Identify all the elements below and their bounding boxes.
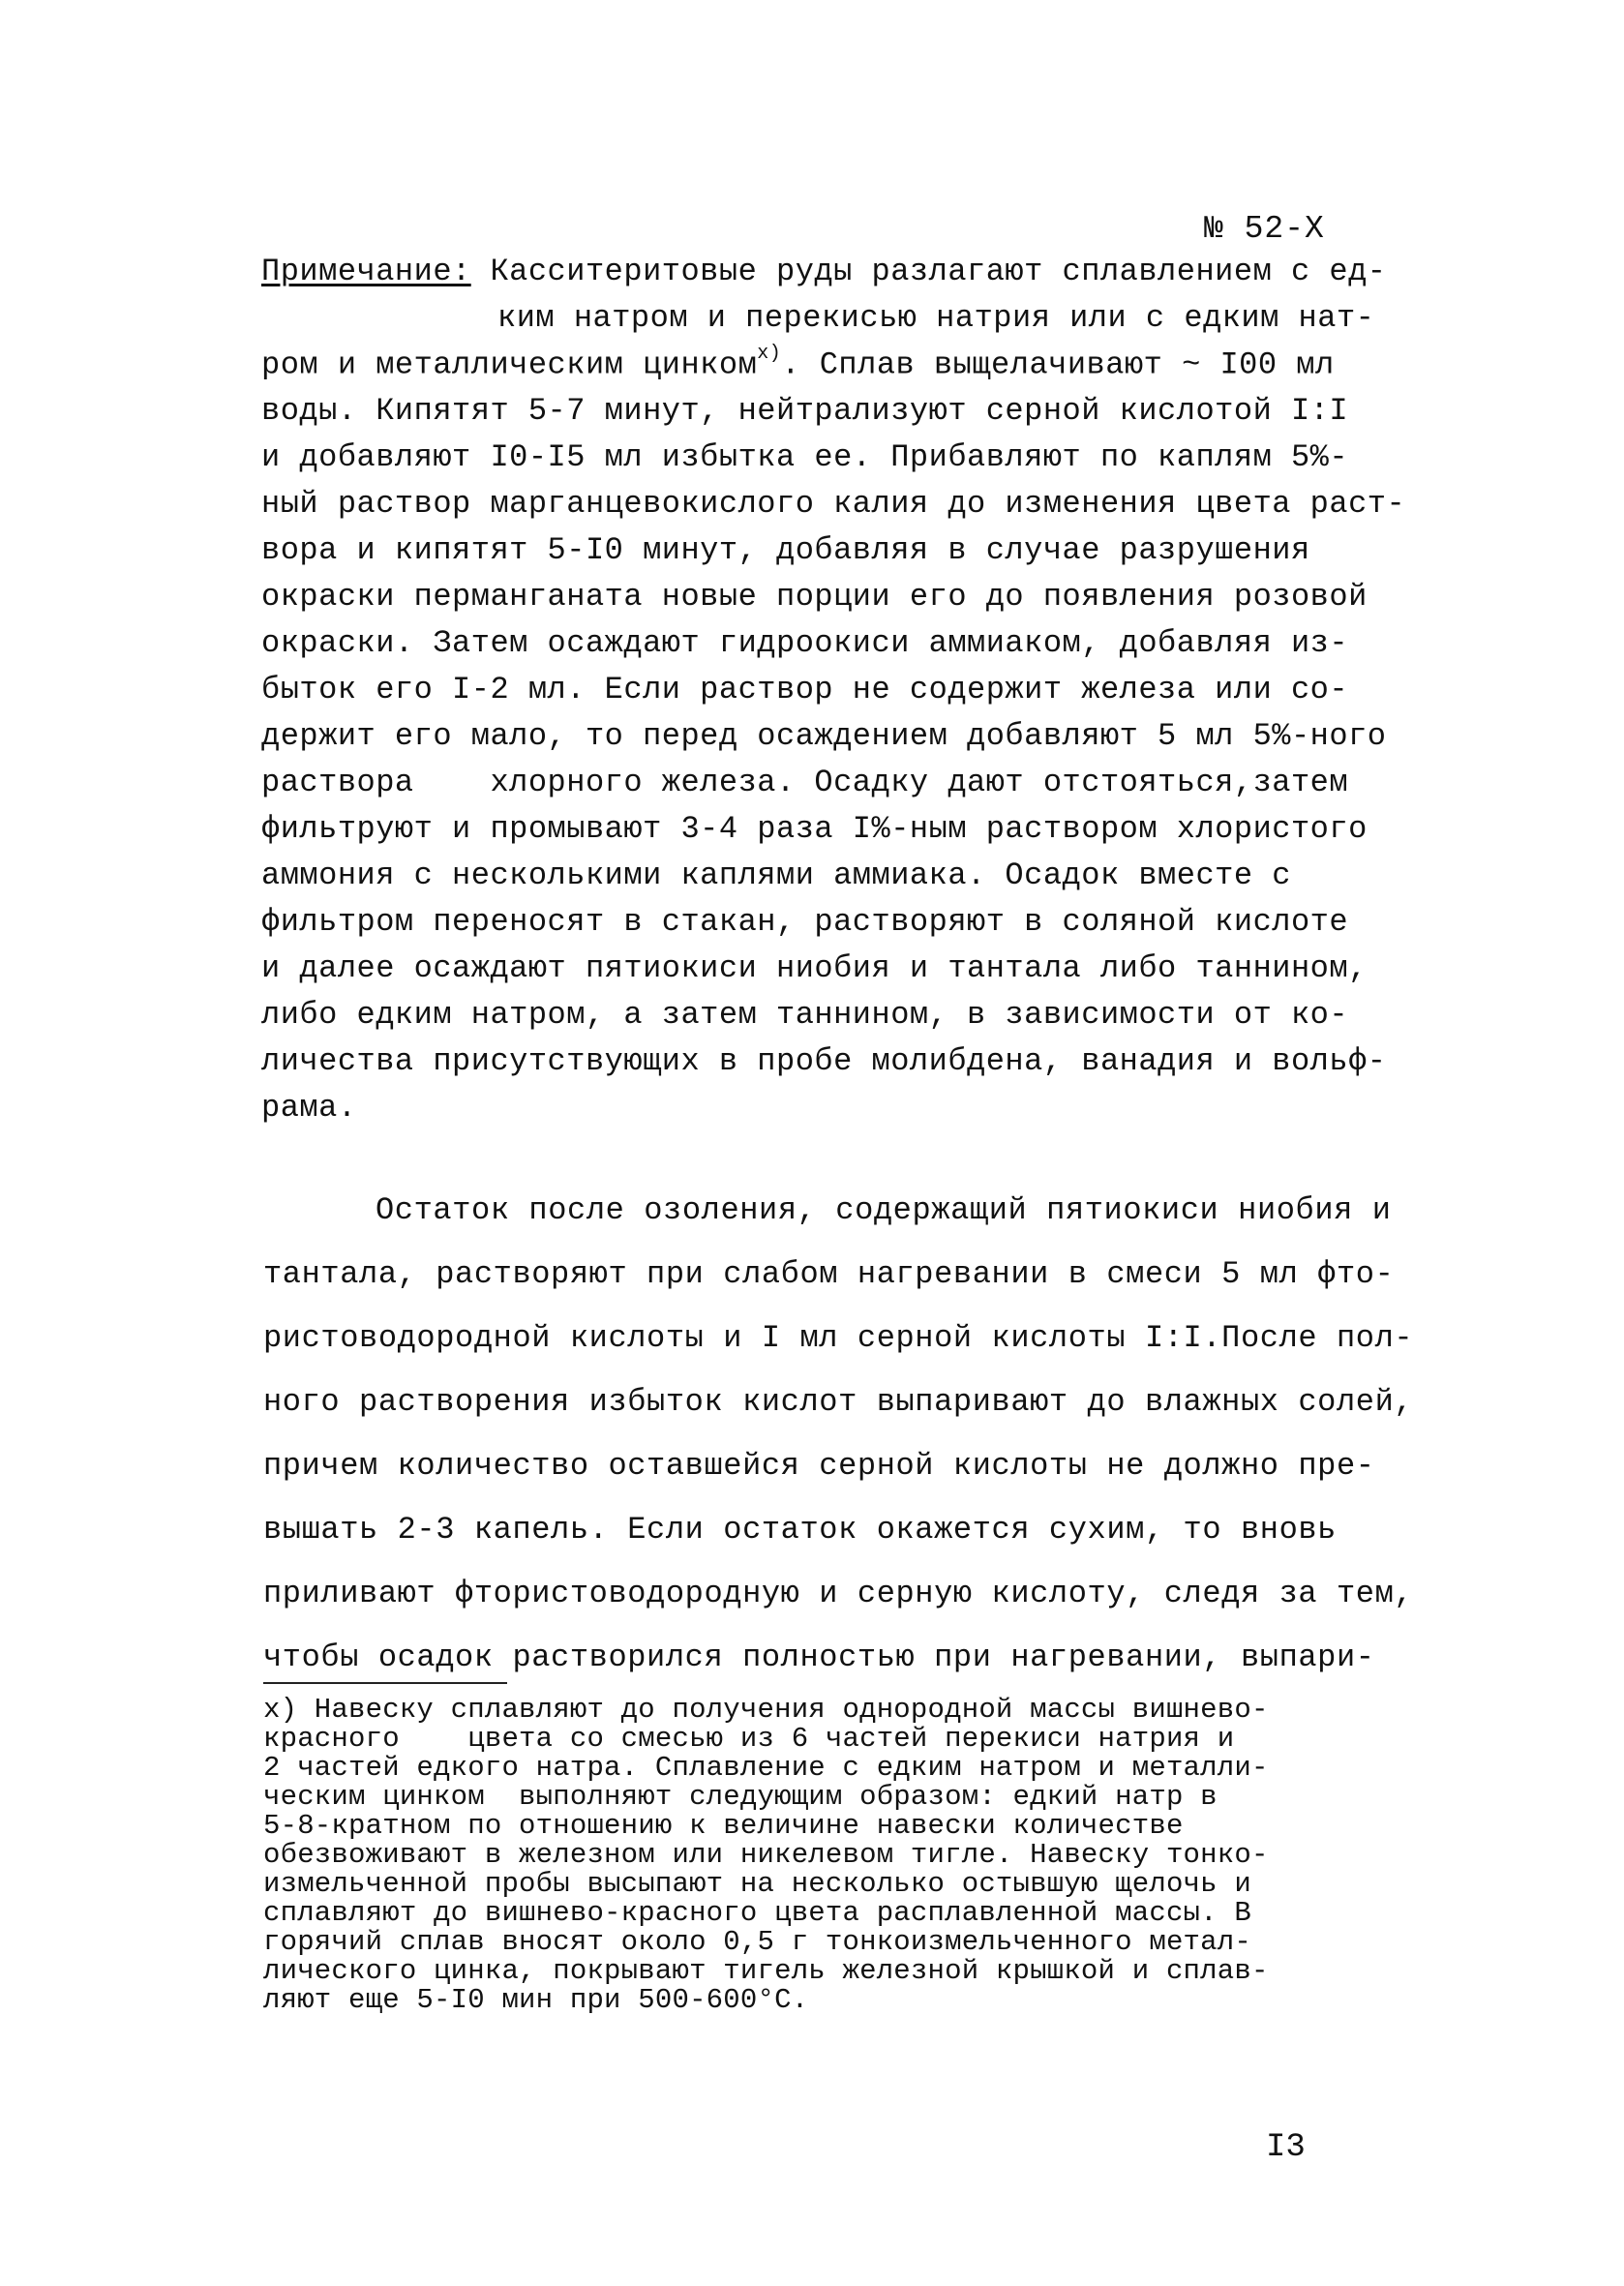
note-line: фильтруют и промывают 3-4 раза I%-ным раствором хлористого <box>261 811 1368 847</box>
footnote-line: x) Навеску сплавляют до получения однородной массы вишнево- <box>263 1694 1269 1726</box>
note-line: ный раствор марганцевокислого калия до изменения цвета раст- <box>261 486 1406 522</box>
paragraph-line: Остаток после озоления, содержащий пятиокиси ниобия и <box>376 1192 1392 1228</box>
note-line: фильтром переносят в стакан, растворяют в соляной кислоте <box>261 904 1349 940</box>
note-line: окраски. Затем осаждают гидроокиси аммиаком, добавляя из- <box>261 625 1349 661</box>
footnote-line: красного цвета со смесью из 6 частей перекиси натрия и <box>263 1723 1235 1755</box>
page-number: I3 <box>1266 2129 1306 2166</box>
paragraph-line: приливают фтористоводородную и серную кислоту, следя за тем, <box>263 1576 1414 1611</box>
paragraph-line: вышать 2-3 капель. Если остаток окажется сухим, то вновь <box>263 1512 1337 1548</box>
note-line: воды. Кипятят 5-7 минут, нейтрализуют серной кислотой I:I <box>261 393 1349 429</box>
note-line-1-text: Касситеритовые руды разлагают сплавлением с ед- <box>470 254 1387 289</box>
note-line: либо едким натром, а затем таннином, в зависимости от ко- <box>261 997 1349 1033</box>
document-number: № 52-Х <box>1204 211 1325 247</box>
footnote-line: обезвоживают в железном или никелевом тигле. Навеску тонко- <box>263 1839 1269 1871</box>
note-line: личества присутствующих в пробе молибдена, ванадия и вольф- <box>261 1043 1387 1079</box>
footnote-line: лического цинка, покрывают тигель железной крышкой и сплав- <box>263 1955 1269 1987</box>
note-line: и далее осаждают пятиокиси ниобия и тантала либо таннином, <box>261 950 1368 986</box>
footnote-line: ляют еще 5-I0 мин при 500-600°С. <box>263 1984 809 2016</box>
note-line: окраски перманганата новые порции его до появления розовой <box>261 579 1368 615</box>
paragraph-line: ного растворения избыток кислот выпаривают до влажных солей, <box>263 1384 1414 1420</box>
note-label: Примечание: <box>261 254 471 289</box>
paragraph-line: тантала, растворяют при слабом нагревании в смеси 5 мл фто- <box>263 1256 1395 1292</box>
footnote-line: 5-8-кратном по отношению к величине навески количестве <box>263 1810 1184 1842</box>
footnote-mark: x) <box>757 343 782 365</box>
note-line: вора и кипятят 5-I0 минут, добавляя в случае разрушения <box>261 532 1310 568</box>
note-line: раствора хлорного железа. Осадку дают отстояться,затем <box>261 765 1349 800</box>
paragraph-line: ристоводородной кислоты и I мл серной кислоты I:I.После пол- <box>263 1320 1414 1356</box>
note-line: и добавляют I0-I5 мл избытка ее. Прибавляют по каплям 5%- <box>261 439 1349 475</box>
note-line: быток его I-2 мл. Если раствор не содержит железа или со- <box>261 672 1349 707</box>
note-line: рама. <box>261 1090 357 1126</box>
footnote-separator <box>263 1682 507 1684</box>
note-line: держит его мало, то перед осаждением добавляют 5 мл 5%-ного <box>261 718 1387 754</box>
note-line-1 <box>261 254 1386 289</box>
note-line-3-text: ром и металлическим цинком <box>261 346 758 383</box>
note-line-3-rest: . Сплав выщелачивают ~ I00 мл <box>781 346 1335 383</box>
footnote-line: измельченной пробы высыпают на несколько остывшую щелочь и <box>263 1868 1251 1900</box>
paragraph-line: причем количество оставшейся серной кислоты не должно пре- <box>263 1448 1375 1484</box>
paragraph-line: чтобы осадок растворился полностью при нагревании, выпари- <box>263 1639 1375 1675</box>
footnote-line: горячий сплав вносят около 0,5 г тонкоизмельченного метал- <box>263 1926 1251 1958</box>
note-line-3 <box>261 343 1335 383</box>
note-line: аммония с несколькими каплями аммиака. Осадок вместе с <box>261 857 1291 893</box>
note-line: ким натром и перекисью натрия или с едким нат- <box>497 300 1375 336</box>
footnote-line: 2 частей едкого натра. Сплавление с едким натром и металли- <box>263 1752 1269 1784</box>
footnote-line: сплавляют до вишнево-красного цвета расплавленной массы. В <box>263 1897 1251 1929</box>
footnote-line: ческим цинком выполняют следующим образом: едкий натр в <box>263 1781 1218 1813</box>
